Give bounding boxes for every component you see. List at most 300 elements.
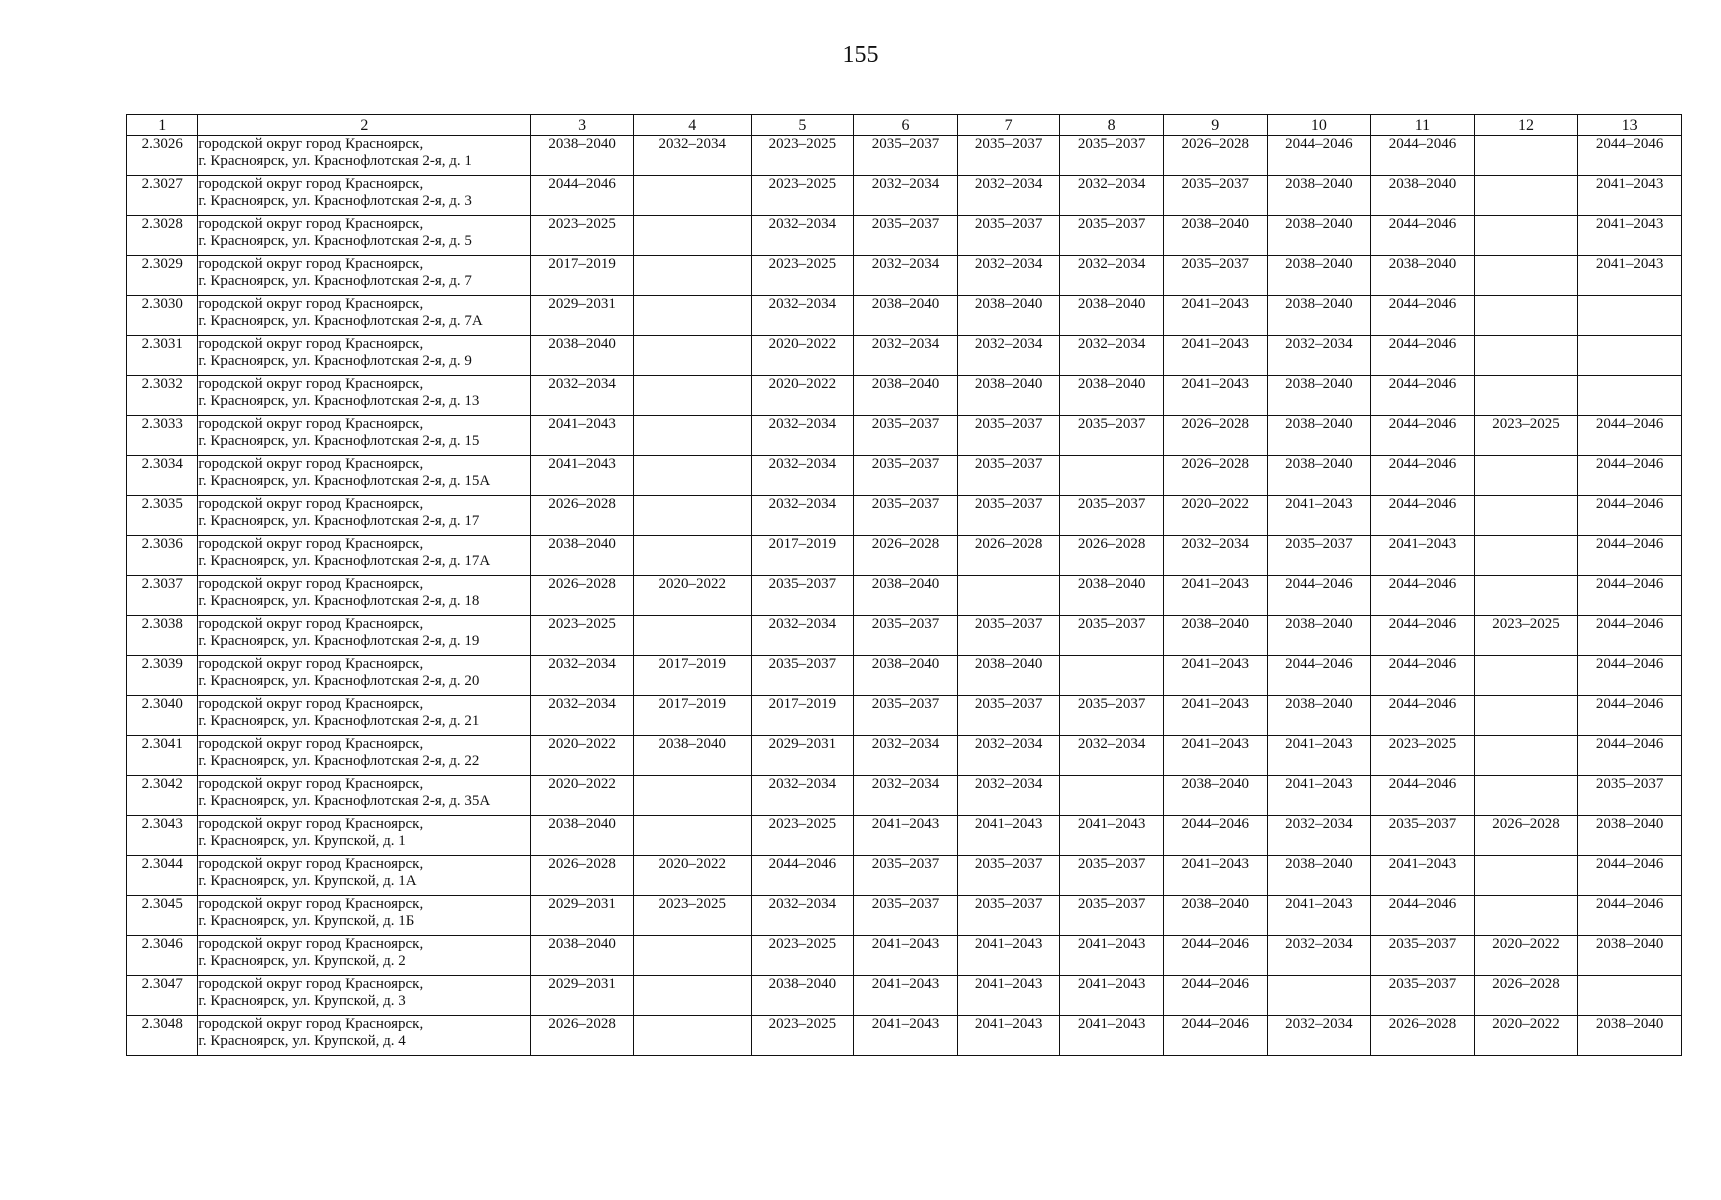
period-cell-col-6: 2035–2037 xyxy=(854,216,958,256)
period-cell-col-5: 2032–2034 xyxy=(751,416,854,456)
period-cell-col-10: 2038–2040 xyxy=(1267,376,1371,416)
period-cell-col-7: 2032–2034 xyxy=(957,776,1060,816)
period-cell-col-5: 2017–2019 xyxy=(751,536,854,576)
address-cell xyxy=(198,136,531,176)
period-cell-col-12 xyxy=(1474,536,1578,576)
period-cell-col-9: 2026–2028 xyxy=(1163,416,1267,456)
period-cell-col-4 xyxy=(633,456,751,496)
period-cell-col-8: 2032–2034 xyxy=(1060,256,1164,296)
address-line-district: городской округ город Красноярск, xyxy=(198,896,424,912)
period-cell-col-13: 2044–2046 xyxy=(1578,416,1682,456)
period-cell-col-11: 2038–2040 xyxy=(1371,176,1475,216)
period-cell-col-8: 2032–2034 xyxy=(1060,736,1164,776)
period-cell-col-8: 2035–2037 xyxy=(1060,496,1164,536)
period-cell-col-9: 2020–2022 xyxy=(1163,496,1267,536)
period-cell-col-7: 2035–2037 xyxy=(957,136,1060,176)
period-cell-col-10: 2038–2040 xyxy=(1267,456,1371,496)
period-cell-col-8: 2041–2043 xyxy=(1060,936,1164,976)
period-cell-col-11: 2044–2046 xyxy=(1371,696,1475,736)
period-cell-col-12: 2023–2025 xyxy=(1474,616,1578,656)
period-cell-col-11: 2044–2046 xyxy=(1371,496,1475,536)
period-cell-col-8: 2035–2037 xyxy=(1060,696,1164,736)
period-cell-col-3: 2041–2043 xyxy=(531,456,634,496)
period-cell-col-8 xyxy=(1060,656,1164,696)
period-cell-col-11: 2041–2043 xyxy=(1371,856,1475,896)
address-line-street: г. Красноярск, ул. Краснофлотская 2-я, д. 18 xyxy=(198,593,480,609)
address-cell xyxy=(198,936,531,976)
page-number: 155 xyxy=(842,42,879,68)
period-cell-col-7: 2035–2037 xyxy=(957,456,1060,496)
table-row xyxy=(127,816,1682,856)
period-cell-col-12 xyxy=(1474,216,1578,256)
address-line-district: городской округ город Красноярск, xyxy=(198,336,424,352)
period-cell-col-7: 2026–2028 xyxy=(957,536,1060,576)
address-line-street: г. Красноярск, ул. Краснофлотская 2-я, д. 3 xyxy=(198,193,472,209)
period-cell-col-11: 2035–2037 xyxy=(1371,936,1475,976)
column-header: 1 xyxy=(127,115,198,136)
address-line-district: городской округ город Красноярск, xyxy=(198,936,424,952)
column-header: 10 xyxy=(1267,115,1371,136)
table-row xyxy=(127,216,1682,256)
period-cell-col-6: 2035–2037 xyxy=(854,896,958,936)
row-number: 2.3035 xyxy=(127,496,198,536)
period-cell-col-12 xyxy=(1474,856,1578,896)
period-cell-col-13: 2044–2046 xyxy=(1578,896,1682,936)
period-cell-col-9: 2044–2046 xyxy=(1163,936,1267,976)
period-cell-col-3: 2029–2031 xyxy=(531,296,634,336)
address-line-street: г. Красноярск, ул. Крупской, д. 1 xyxy=(198,833,406,849)
period-cell-col-5: 2035–2037 xyxy=(751,576,854,616)
period-cell-col-4 xyxy=(633,1016,751,1056)
address-line-street: г. Красноярск, ул. Крупской, д. 1Б xyxy=(198,913,415,929)
row-number: 2.3041 xyxy=(127,736,198,776)
column-number-row xyxy=(127,115,1682,136)
period-cell-col-7: 2041–2043 xyxy=(957,1016,1060,1056)
row-number: 2.3032 xyxy=(127,376,198,416)
period-cell-col-3: 2041–2043 xyxy=(531,416,634,456)
period-cell-col-7: 2041–2043 xyxy=(957,816,1060,856)
period-cell-col-11: 2044–2046 xyxy=(1371,616,1475,656)
table-row xyxy=(127,496,1682,536)
period-cell-col-13: 2041–2043 xyxy=(1578,216,1682,256)
period-cell-col-11: 2044–2046 xyxy=(1371,216,1475,256)
period-cell-col-5: 2023–2025 xyxy=(751,936,854,976)
period-cell-col-7: 2041–2043 xyxy=(957,936,1060,976)
address-line-street: г. Красноярск, ул. Краснофлотская 2-я, д. 13 xyxy=(198,393,480,409)
period-cell-col-7: 2041–2043 xyxy=(957,976,1060,1016)
address-line-street: г. Красноярск, ул. Краснофлотская 2-я, д. 5 xyxy=(198,233,472,249)
period-cell-col-7 xyxy=(957,576,1060,616)
period-cell-col-11: 2026–2028 xyxy=(1371,1016,1475,1056)
period-cell-col-13: 2044–2046 xyxy=(1578,616,1682,656)
address-line-street: г. Красноярск, ул. Крупской, д. 4 xyxy=(198,1033,406,1049)
period-cell-col-6: 2038–2040 xyxy=(854,656,958,696)
period-cell-col-10: 2038–2040 xyxy=(1267,856,1371,896)
period-cell-col-4 xyxy=(633,936,751,976)
period-cell-col-12 xyxy=(1474,296,1578,336)
period-cell-col-9: 2041–2043 xyxy=(1163,376,1267,416)
address-cell xyxy=(198,616,531,656)
address-line-district: городской округ город Красноярск, xyxy=(198,656,424,672)
period-cell-col-12: 2026–2028 xyxy=(1474,816,1578,856)
period-cell-col-5: 2023–2025 xyxy=(751,816,854,856)
address-line-district: городской округ город Красноярск, xyxy=(198,736,424,752)
period-cell-col-5: 2023–2025 xyxy=(751,136,854,176)
period-cell-col-12 xyxy=(1474,656,1578,696)
period-cell-col-10: 2044–2046 xyxy=(1267,656,1371,696)
address-cell xyxy=(198,896,531,936)
period-cell-col-6: 2026–2028 xyxy=(854,536,958,576)
period-cell-col-9: 2035–2037 xyxy=(1163,256,1267,296)
period-cell-col-5: 2032–2034 xyxy=(751,776,854,816)
period-cell-col-11: 2044–2046 xyxy=(1371,896,1475,936)
address-line-street: г. Красноярск, ул. Краснофлотская 2-я, д. 9 xyxy=(198,353,472,369)
period-cell-col-3: 2026–2028 xyxy=(531,1016,634,1056)
row-number: 2.3040 xyxy=(127,696,198,736)
column-header: 5 xyxy=(751,115,854,136)
period-cell-col-4 xyxy=(633,976,751,1016)
period-cell-col-5: 2023–2025 xyxy=(751,1016,854,1056)
table-body xyxy=(127,136,1682,1056)
period-cell-col-3: 2029–2031 xyxy=(531,896,634,936)
address-line-district: городской округ город Красноярск, xyxy=(198,496,424,512)
period-cell-col-10: 2041–2043 xyxy=(1267,496,1371,536)
address-cell xyxy=(198,856,531,896)
period-cell-col-6: 2032–2034 xyxy=(854,776,958,816)
period-cell-col-6: 2035–2037 xyxy=(854,856,958,896)
period-cell-col-10 xyxy=(1267,976,1371,1016)
period-cell-col-10: 2038–2040 xyxy=(1267,616,1371,656)
period-cell-col-4: 2020–2022 xyxy=(633,856,751,896)
period-cell-col-12 xyxy=(1474,176,1578,216)
period-cell-col-12: 2020–2022 xyxy=(1474,1016,1578,1056)
column-header: 13 xyxy=(1578,115,1682,136)
period-cell-col-13 xyxy=(1578,976,1682,1016)
period-cell-col-3: 2038–2040 xyxy=(531,336,634,376)
period-cell-col-8: 2038–2040 xyxy=(1060,576,1164,616)
row-number: 2.3039 xyxy=(127,656,198,696)
period-cell-col-11: 2044–2046 xyxy=(1371,376,1475,416)
period-cell-col-4 xyxy=(633,376,751,416)
period-cell-col-12 xyxy=(1474,736,1578,776)
row-number: 2.3046 xyxy=(127,936,198,976)
period-cell-col-13 xyxy=(1578,296,1682,336)
period-cell-col-8: 2035–2037 xyxy=(1060,616,1164,656)
period-cell-col-4 xyxy=(633,216,751,256)
period-cell-col-8: 2035–2037 xyxy=(1060,896,1164,936)
period-cell-col-6: 2041–2043 xyxy=(854,816,958,856)
period-cell-col-5: 2044–2046 xyxy=(751,856,854,896)
column-header: 7 xyxy=(957,115,1060,136)
period-cell-col-6: 2035–2037 xyxy=(854,496,958,536)
period-cell-col-6: 2032–2034 xyxy=(854,176,958,216)
period-cell-col-12: 2026–2028 xyxy=(1474,976,1578,1016)
address-cell xyxy=(198,976,531,1016)
address-line-district: городской округ город Красноярск, xyxy=(198,576,424,592)
address-line-street: г. Красноярск, ул. Краснофлотская 2-я, д. 17 xyxy=(198,513,480,529)
address-cell xyxy=(198,336,531,376)
period-cell-col-6: 2038–2040 xyxy=(854,296,958,336)
period-cell-col-6: 2041–2043 xyxy=(854,1016,958,1056)
period-cell-col-5: 2032–2034 xyxy=(751,456,854,496)
period-cell-col-9: 2041–2043 xyxy=(1163,336,1267,376)
address-line-district: городской округ город Красноярск, xyxy=(198,296,424,312)
period-cell-col-10: 2038–2040 xyxy=(1267,416,1371,456)
period-cell-col-12 xyxy=(1474,336,1578,376)
period-cell-col-9: 2041–2043 xyxy=(1163,576,1267,616)
period-cell-col-11: 2035–2037 xyxy=(1371,976,1475,1016)
table-row xyxy=(127,1016,1682,1056)
period-cell-col-12 xyxy=(1474,456,1578,496)
period-cell-col-11: 2035–2037 xyxy=(1371,816,1475,856)
period-cell-col-9: 2041–2043 xyxy=(1163,696,1267,736)
period-cell-col-7: 2035–2037 xyxy=(957,696,1060,736)
period-cell-col-8: 2041–2043 xyxy=(1060,1016,1164,1056)
period-cell-col-9: 2026–2028 xyxy=(1163,456,1267,496)
table-row xyxy=(127,336,1682,376)
address-line-street: г. Красноярск, ул. Краснофлотская 2-я, д. 20 xyxy=(198,673,480,689)
period-cell-col-9: 2032–2034 xyxy=(1163,536,1267,576)
period-cell-col-3: 2038–2040 xyxy=(531,136,634,176)
period-cell-col-7: 2038–2040 xyxy=(957,656,1060,696)
period-cell-col-4 xyxy=(633,496,751,536)
period-cell-col-4 xyxy=(633,336,751,376)
address-line-district: городской округ город Красноярск, xyxy=(198,256,424,272)
row-number: 2.3036 xyxy=(127,536,198,576)
column-header: 12 xyxy=(1474,115,1578,136)
address-line-street: г. Красноярск, ул. Крупской, д. 3 xyxy=(198,993,406,1009)
period-cell-col-9: 2038–2040 xyxy=(1163,216,1267,256)
period-cell-col-5: 2023–2025 xyxy=(751,176,854,216)
period-cell-col-9: 2044–2046 xyxy=(1163,1016,1267,1056)
period-cell-col-10: 2041–2043 xyxy=(1267,776,1371,816)
table-row xyxy=(127,776,1682,816)
address-line-district: городской округ город Красноярск, xyxy=(198,616,424,632)
period-cell-col-11: 2038–2040 xyxy=(1371,256,1475,296)
address-line-district: городской округ город Красноярск, xyxy=(198,1016,424,1032)
period-cell-col-4 xyxy=(633,176,751,216)
table-row xyxy=(127,976,1682,1016)
address-cell xyxy=(198,216,531,256)
period-cell-col-13: 2044–2046 xyxy=(1578,456,1682,496)
period-cell-col-13 xyxy=(1578,376,1682,416)
period-cell-col-7: 2038–2040 xyxy=(957,376,1060,416)
period-cell-col-13: 2044–2046 xyxy=(1578,136,1682,176)
period-cell-col-12 xyxy=(1474,696,1578,736)
address-line-district: городской округ город Красноярск, xyxy=(198,856,424,872)
address-line-district: городской округ город Красноярск, xyxy=(198,976,424,992)
period-cell-col-4 xyxy=(633,296,751,336)
period-cell-col-5: 2038–2040 xyxy=(751,976,854,1016)
period-cell-col-4: 2032–2034 xyxy=(633,136,751,176)
period-cell-col-13: 2041–2043 xyxy=(1578,176,1682,216)
table-row xyxy=(127,376,1682,416)
period-cell-col-13: 2038–2040 xyxy=(1578,936,1682,976)
period-cell-col-12 xyxy=(1474,376,1578,416)
address-cell xyxy=(198,536,531,576)
period-cell-col-3: 2032–2034 xyxy=(531,376,634,416)
period-cell-col-6: 2038–2040 xyxy=(854,376,958,416)
period-cell-col-11: 2041–2043 xyxy=(1371,536,1475,576)
period-cell-col-12 xyxy=(1474,136,1578,176)
period-cell-col-8 xyxy=(1060,456,1164,496)
table-row xyxy=(127,736,1682,776)
address-line-street: г. Красноярск, ул. Крупской, д. 1А xyxy=(198,873,417,889)
period-cell-col-9: 2038–2040 xyxy=(1163,616,1267,656)
period-cell-col-9: 2041–2043 xyxy=(1163,856,1267,896)
period-cell-col-13: 2044–2046 xyxy=(1578,736,1682,776)
period-cell-col-9: 2044–2046 xyxy=(1163,816,1267,856)
address-cell xyxy=(198,416,531,456)
period-cell-col-13 xyxy=(1578,336,1682,376)
address-line-street: г. Красноярск, ул. Краснофлотская 2-я, д. 22 xyxy=(198,753,480,769)
period-cell-col-9: 2038–2040 xyxy=(1163,896,1267,936)
period-cell-col-8: 2038–2040 xyxy=(1060,296,1164,336)
period-cell-col-3: 2038–2040 xyxy=(531,936,634,976)
period-cell-col-4: 2017–2019 xyxy=(633,696,751,736)
period-cell-col-12 xyxy=(1474,256,1578,296)
period-cell-col-9: 2041–2043 xyxy=(1163,656,1267,696)
period-cell-col-13: 2044–2046 xyxy=(1578,576,1682,616)
period-cell-col-11: 2044–2046 xyxy=(1371,656,1475,696)
period-cell-col-7: 2035–2037 xyxy=(957,496,1060,536)
address-cell xyxy=(198,736,531,776)
period-cell-col-13: 2035–2037 xyxy=(1578,776,1682,816)
period-cell-col-10: 2032–2034 xyxy=(1267,816,1371,856)
address-cell xyxy=(198,496,531,536)
period-cell-col-8: 2041–2043 xyxy=(1060,816,1164,856)
period-cell-col-7: 2032–2034 xyxy=(957,336,1060,376)
period-cell-col-4 xyxy=(633,816,751,856)
period-cell-col-8: 2032–2034 xyxy=(1060,176,1164,216)
table-row xyxy=(127,936,1682,976)
period-cell-col-11: 2044–2046 xyxy=(1371,456,1475,496)
table-row xyxy=(127,616,1682,656)
address-line-district: городской округ город Красноярск, xyxy=(198,536,424,552)
table-row xyxy=(127,456,1682,496)
period-cell-col-8: 2038–2040 xyxy=(1060,376,1164,416)
period-cell-col-3: 2044–2046 xyxy=(531,176,634,216)
period-cell-col-7: 2035–2037 xyxy=(957,896,1060,936)
row-number: 2.3028 xyxy=(127,216,198,256)
period-cell-col-13: 2041–2043 xyxy=(1578,256,1682,296)
period-cell-col-9: 2035–2037 xyxy=(1163,176,1267,216)
row-number: 2.3027 xyxy=(127,176,198,216)
period-cell-col-5: 2029–2031 xyxy=(751,736,854,776)
period-cell-col-13: 2044–2046 xyxy=(1578,496,1682,536)
period-cell-col-13: 2044–2046 xyxy=(1578,856,1682,896)
period-cell-col-11: 2044–2046 xyxy=(1371,576,1475,616)
period-cell-col-3: 2023–2025 xyxy=(531,616,634,656)
period-cell-col-4: 2038–2040 xyxy=(633,736,751,776)
address-line-street: г. Красноярск, ул. Краснофлотская 2-я, д. 19 xyxy=(198,633,480,649)
period-cell-col-7: 2035–2037 xyxy=(957,616,1060,656)
period-cell-col-7: 2035–2037 xyxy=(957,216,1060,256)
address-line-street: г. Красноярск, ул. Краснофлотская 2-я, д. 21 xyxy=(198,713,480,729)
address-line-district: городской округ город Красноярск, xyxy=(198,216,424,232)
period-cell-col-10: 2035–2037 xyxy=(1267,536,1371,576)
table-row xyxy=(127,896,1682,936)
address-cell xyxy=(198,696,531,736)
table-row xyxy=(127,656,1682,696)
period-cell-col-10: 2038–2040 xyxy=(1267,296,1371,336)
period-cell-col-3: 2020–2022 xyxy=(531,776,634,816)
row-number: 2.3031 xyxy=(127,336,198,376)
period-cell-col-11: 2023–2025 xyxy=(1371,736,1475,776)
table-row xyxy=(127,256,1682,296)
period-cell-col-10: 2041–2043 xyxy=(1267,896,1371,936)
address-cell xyxy=(198,376,531,416)
period-cell-col-9: 2026–2028 xyxy=(1163,136,1267,176)
address-cell xyxy=(198,296,531,336)
period-cell-col-4: 2023–2025 xyxy=(633,896,751,936)
period-cell-col-4 xyxy=(633,616,751,656)
column-header: 11 xyxy=(1371,115,1475,136)
period-cell-col-8: 2026–2028 xyxy=(1060,536,1164,576)
period-cell-col-3: 2026–2028 xyxy=(531,576,634,616)
period-cell-col-6: 2041–2043 xyxy=(854,976,958,1016)
period-cell-col-6: 2035–2037 xyxy=(854,416,958,456)
address-line-street: г. Красноярск, ул. Краснофлотская 2-я, д. 17А xyxy=(198,553,491,569)
table-row xyxy=(127,856,1682,896)
period-cell-col-6: 2032–2034 xyxy=(854,736,958,776)
address-line-street: г. Красноярск, ул. Крупской, д. 2 xyxy=(198,953,406,969)
period-cell-col-10: 2032–2034 xyxy=(1267,936,1371,976)
period-cell-col-5: 2032–2034 xyxy=(751,896,854,936)
table-row xyxy=(127,136,1682,176)
period-cell-col-6: 2035–2037 xyxy=(854,456,958,496)
column-header: 8 xyxy=(1060,115,1164,136)
address-cell xyxy=(198,1016,531,1056)
period-cell-col-13: 2038–2040 xyxy=(1578,1016,1682,1056)
period-cell-col-3: 2026–2028 xyxy=(531,496,634,536)
period-cell-col-12 xyxy=(1474,896,1578,936)
period-cell-col-3: 2038–2040 xyxy=(531,816,634,856)
period-cell-col-5: 2020–2022 xyxy=(751,376,854,416)
period-cell-col-4 xyxy=(633,416,751,456)
address-cell xyxy=(198,576,531,616)
address-line-district: городской округ город Красноярск, xyxy=(198,696,424,712)
column-header: 2 xyxy=(198,115,531,136)
address-cell xyxy=(198,176,531,216)
period-cell-col-3: 2038–2040 xyxy=(531,536,634,576)
period-cell-col-12 xyxy=(1474,496,1578,536)
period-cell-col-9: 2044–2046 xyxy=(1163,976,1267,1016)
period-cell-col-3: 2026–2028 xyxy=(531,856,634,896)
address-line-district: городской округ город Красноярск, xyxy=(198,136,424,152)
period-cell-col-6: 2035–2037 xyxy=(854,616,958,656)
column-header: 4 xyxy=(633,115,751,136)
address-line-district: городской округ город Красноярск, xyxy=(198,456,424,472)
period-cell-col-3: 2029–2031 xyxy=(531,976,634,1016)
period-cell-col-6: 2041–2043 xyxy=(854,936,958,976)
period-cell-col-8: 2041–2043 xyxy=(1060,976,1164,1016)
address-line-street: г. Красноярск, ул. Краснофлотская 2-я, д. 7А xyxy=(198,313,483,329)
period-cell-col-5: 2032–2034 xyxy=(751,496,854,536)
period-cell-col-6: 2038–2040 xyxy=(854,576,958,616)
period-cell-col-10: 2044–2046 xyxy=(1267,576,1371,616)
period-cell-col-13: 2044–2046 xyxy=(1578,536,1682,576)
row-number: 2.3047 xyxy=(127,976,198,1016)
period-cell-col-12 xyxy=(1474,776,1578,816)
period-cell-col-4: 2020–2022 xyxy=(633,576,751,616)
period-cell-col-4: 2017–2019 xyxy=(633,656,751,696)
period-cell-col-10: 2038–2040 xyxy=(1267,696,1371,736)
period-cell-col-7: 2032–2034 xyxy=(957,736,1060,776)
address-line-street: г. Красноярск, ул. Краснофлотская 2-я, д. 1 xyxy=(198,153,472,169)
address-line-street: г. Красноярск, ул. Краснофлотская 2-я, д. 15 xyxy=(198,433,480,449)
period-cell-col-5: 2032–2034 xyxy=(751,616,854,656)
